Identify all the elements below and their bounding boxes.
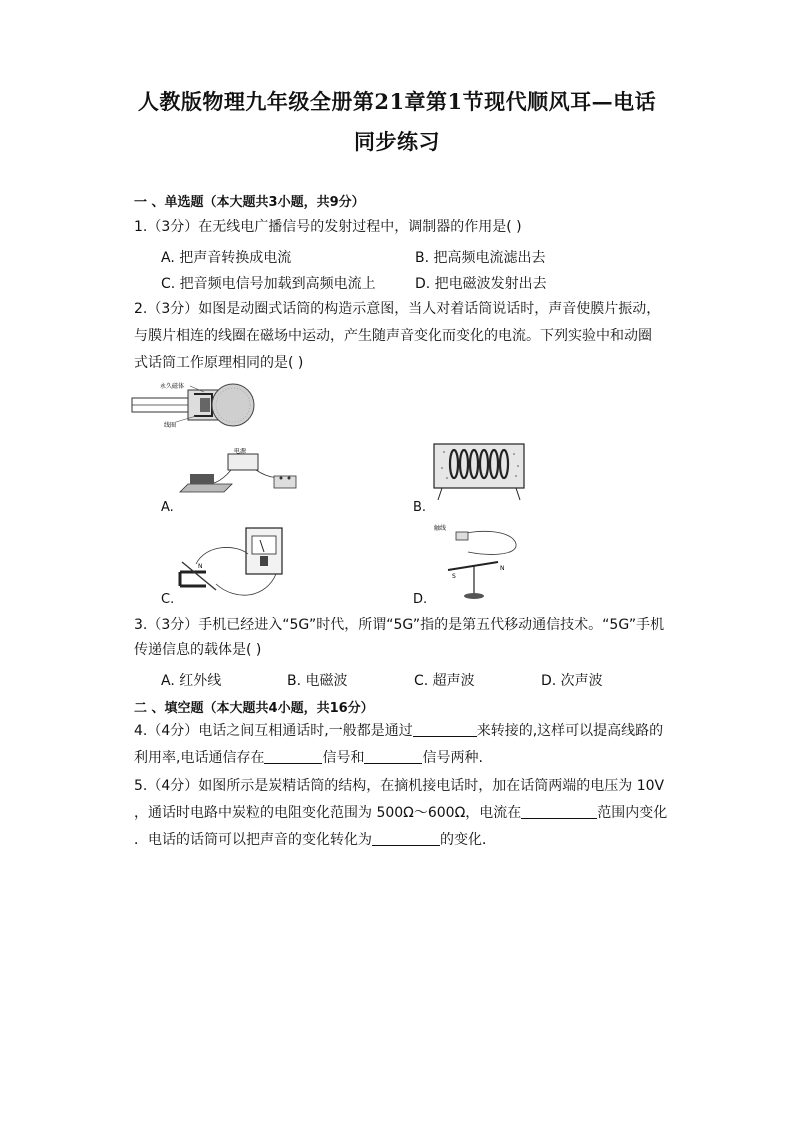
section-heading-fill-blank: 二 、填空题（本大题共4小题，共16分） bbox=[134, 701, 374, 716]
svg-text:触线: 触线 bbox=[434, 525, 447, 532]
question-3-line-1: 3.（3分）手机已经进入“5G”时代，所谓“5G”指的是第五代移动通信技术。“5G”手机 bbox=[134, 617, 665, 633]
question-3-option-d[interactable]: D. 次声波 bbox=[541, 673, 603, 689]
q4-blank-2[interactable] bbox=[264, 749, 322, 764]
question-1-option-a[interactable]: A. 把声音转换成电流 bbox=[161, 250, 292, 266]
question-2-line-1: 2.（3分）如图是动圈式话筒的构造示意图，当人对着话筒说话时，声音使膜片振动， bbox=[134, 301, 661, 317]
page-subtitle: 同步练习 bbox=[354, 129, 440, 154]
option-c-figure bbox=[176, 524, 296, 604]
option-d-figure bbox=[428, 522, 528, 602]
q5-blank-2[interactable] bbox=[372, 831, 440, 846]
question-2-option-d[interactable]: D. bbox=[413, 592, 428, 607]
question-1-stem: 1.（3分）在无线电广播信号的发射过程中，调制器的作用是( ) bbox=[134, 219, 522, 235]
question-1-option-c[interactable]: C. 把音频电信号加载到高频电流上 bbox=[161, 276, 376, 292]
option-b-figure bbox=[432, 442, 527, 502]
question-3-line-2: 传递信息的载体是( ) bbox=[134, 642, 262, 658]
question-1-option-b[interactable]: B. 把高频电流滤出去 bbox=[415, 250, 546, 266]
svg-text:N: N bbox=[198, 563, 203, 570]
mic-label-magnet: 永久磁体 bbox=[160, 383, 185, 390]
q4-blank-3[interactable] bbox=[364, 749, 422, 764]
question-1-option-d[interactable]: D. 把电磁波发射出去 bbox=[415, 276, 547, 292]
question-3-option-c[interactable]: C. 超声波 bbox=[414, 673, 475, 689]
q5-blank-1[interactable] bbox=[521, 804, 597, 819]
question-2-option-b[interactable]: B. bbox=[413, 500, 427, 515]
q4-blank-1[interactable] bbox=[413, 722, 477, 737]
question-5-line-3: ．电话的话筒可以把声音的变化转化为 的变化． bbox=[134, 832, 496, 848]
question-2-line-3: 式话筒工作原理相同的是( ) bbox=[134, 355, 304, 371]
question-2-line-2: 与膜片相连的线圈在磁场中运动，产生随声音变化而变化的电流。下列实验中和动圈 bbox=[134, 328, 652, 344]
svg-text:N: N bbox=[500, 565, 505, 572]
option-a-figure bbox=[176, 448, 311, 503]
section-heading-single-choice: 一 、单选题（本大题共3小题，共9分） bbox=[134, 195, 365, 210]
question-2-option-a[interactable]: A. bbox=[161, 500, 174, 515]
page-title: 人教版物理九年级全册第21章第1节现代顺风耳—电话 bbox=[137, 89, 657, 114]
question-3-option-b[interactable]: B. 电磁波 bbox=[287, 673, 348, 689]
svg-text:电源: 电源 bbox=[234, 448, 247, 455]
question-3-option-a[interactable]: A. 红外线 bbox=[161, 673, 222, 689]
question-4-line-2: 利用率,电话通信存在 信号和 信号两种. bbox=[134, 750, 483, 766]
question-4-line-1: 4.（4分）电话之间互相通话时,一般都是通过 来转接的,这样可以提高线路的 bbox=[134, 723, 664, 739]
question-5-line-1: 5.（4分）如图所示是炭精话筒的结构，在摘机接电话时，加在话筒两端的电压为 10V bbox=[134, 778, 665, 794]
moving-coil-microphone-diagram bbox=[130, 380, 260, 432]
svg-text:S: S bbox=[452, 573, 456, 580]
question-5-line-2: ，通话时电路中炭粒的电阻变化范围为 500Ω～600Ω，电流在 范围内变化 bbox=[134, 805, 668, 821]
mic-label-coil: 线圈 bbox=[164, 422, 177, 429]
question-2-option-c[interactable]: C. bbox=[161, 592, 175, 607]
